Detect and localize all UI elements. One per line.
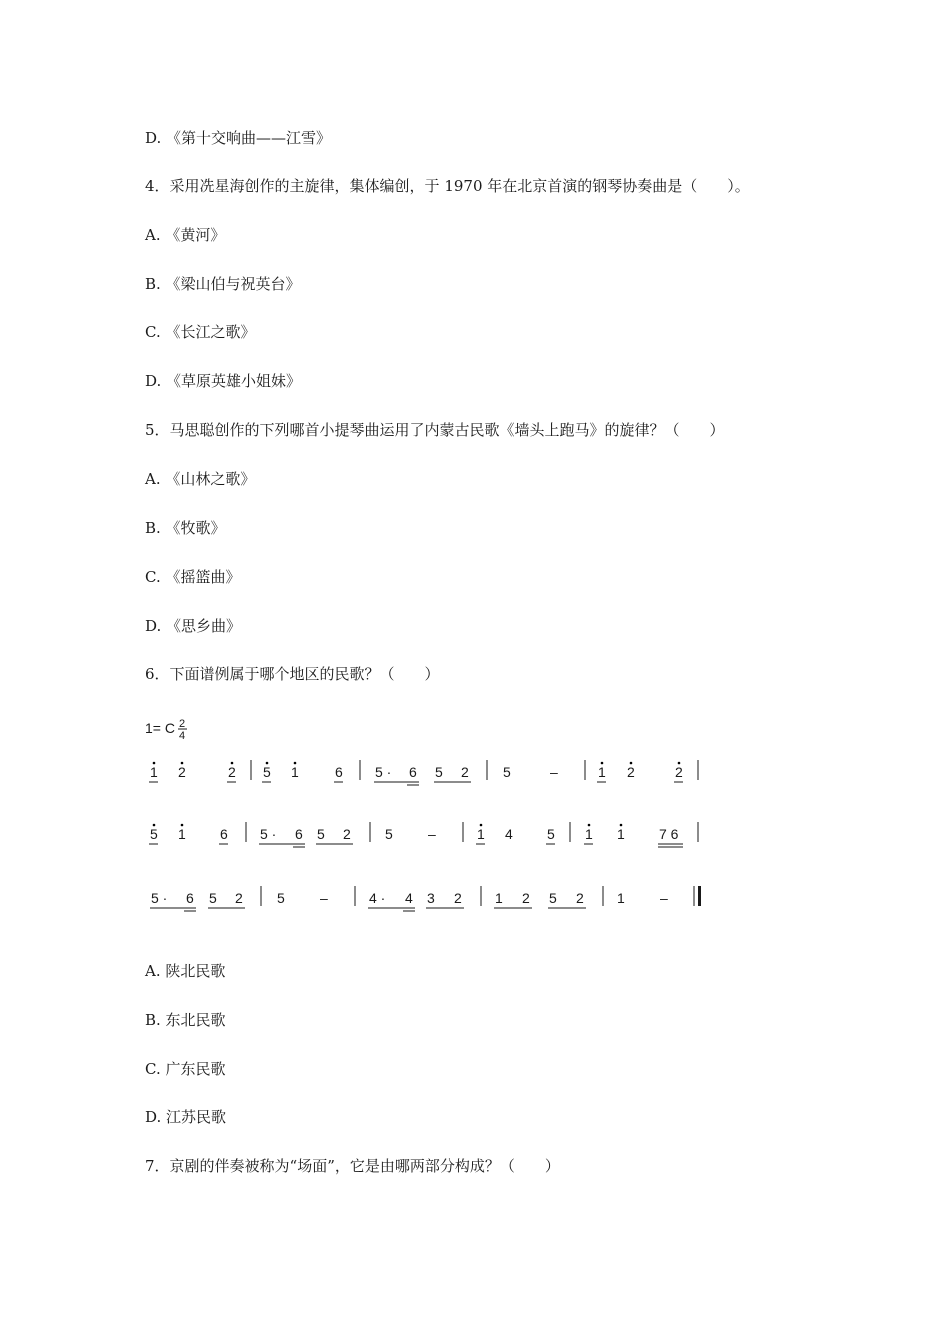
svg-text:4: 4 (505, 826, 513, 842)
svg-text:7 6: 7 6 (659, 826, 679, 842)
score-line-2 (149, 822, 698, 847)
svg-text:–: – (660, 890, 668, 906)
svg-text:5 ·: 5 · (151, 890, 168, 906)
svg-text:1: 1 (477, 826, 485, 842)
svg-text:1: 1 (617, 826, 625, 842)
svg-text:2: 2 (343, 826, 351, 842)
q6-option-c: C. 广东民歌 (145, 1060, 226, 1078)
q6-option-d: D. 江苏民歌 (145, 1108, 227, 1126)
score-key: 1= C (145, 720, 175, 736)
svg-text:2: 2 (454, 890, 462, 906)
svg-text:5: 5 (209, 890, 217, 906)
svg-text:1: 1 (585, 826, 593, 842)
q4-option-a: A. 《黄河》 (145, 226, 226, 244)
svg-text:6: 6 (295, 826, 303, 842)
q6-option-a: A. 陕北民歌 (145, 962, 226, 980)
q6-option-b: B. 东北民歌 (145, 1011, 226, 1029)
svg-text:–: – (320, 890, 328, 906)
svg-text:5: 5 (503, 764, 511, 780)
svg-text:6: 6 (220, 826, 228, 842)
svg-text:5 ·: 5 · (375, 764, 392, 780)
svg-text:1: 1 (150, 764, 158, 780)
svg-text:4 ·: 4 · (369, 890, 386, 906)
q6-question: 6．下面谱例属于哪个地区的民歌？（ ） (145, 665, 440, 683)
svg-text:2: 2 (627, 764, 635, 780)
score-line-3 (150, 886, 701, 911)
svg-text:5: 5 (435, 764, 443, 780)
svg-text:2: 2 (576, 890, 584, 906)
svg-text:–: – (428, 826, 436, 842)
svg-text:6: 6 (409, 764, 417, 780)
svg-text:4: 4 (405, 890, 413, 906)
svg-text:1: 1 (178, 826, 186, 842)
svg-text:1: 1 (617, 890, 625, 906)
q4-option-d: D. 《草原英雄小姐妹》 (145, 372, 302, 390)
svg-text:5 ·: 5 · (260, 826, 277, 842)
svg-text:5: 5 (277, 890, 285, 906)
q3-option-d: D. 《第十交响曲——江雪》 (145, 129, 332, 147)
svg-text:6: 6 (335, 764, 343, 780)
q4-option-b: B. 《梁山伯与祝英台》 (145, 275, 301, 293)
score-time-denominator: 4 (179, 730, 186, 742)
q5-option-b: B. 《牧歌》 (145, 519, 226, 537)
svg-text:2: 2 (228, 764, 236, 780)
svg-text:2: 2 (675, 764, 683, 780)
svg-text:5: 5 (317, 826, 325, 842)
svg-text:3: 3 (427, 890, 435, 906)
svg-text:1: 1 (495, 890, 503, 906)
svg-text:2: 2 (522, 890, 530, 906)
svg-text:1: 1 (598, 764, 606, 780)
q7-question: 7．京剧的伴奏被称为“场面”，它是由哪两部分构成？（ ） (145, 1157, 560, 1175)
q4-question: 4．采用冼星海创作的主旋律，集体编创，于 1970 年在北京首演的钢琴协奏曲是（ ）。 (145, 177, 750, 195)
q4-option-c: C. 《长江之歌》 (145, 323, 256, 341)
svg-text:1: 1 (291, 764, 299, 780)
svg-text:5: 5 (263, 764, 271, 780)
svg-text:5: 5 (150, 826, 158, 842)
score-line-1 (149, 760, 698, 785)
q5-option-d: D. 《思乡曲》 (145, 617, 242, 635)
q5-option-c: C. 《摇篮曲》 (145, 568, 241, 586)
svg-text:5: 5 (385, 826, 393, 842)
svg-text:–: – (550, 764, 558, 780)
svg-text:5: 5 (549, 890, 557, 906)
svg-text:2: 2 (235, 890, 243, 906)
score-time-numerator: 2 (179, 718, 186, 730)
svg-text:5: 5 (547, 826, 555, 842)
numbered-music-score (145, 712, 745, 927)
svg-text:2: 2 (178, 764, 186, 780)
svg-text:6: 6 (186, 890, 194, 906)
q5-option-a: A. 《山林之歌》 (145, 470, 256, 488)
svg-text:2: 2 (461, 764, 469, 780)
q5-question: 5．马思聪创作的下列哪首小提琴曲运用了内蒙古民歌《墙头上跑马》的旋律？（ ） (145, 421, 725, 439)
